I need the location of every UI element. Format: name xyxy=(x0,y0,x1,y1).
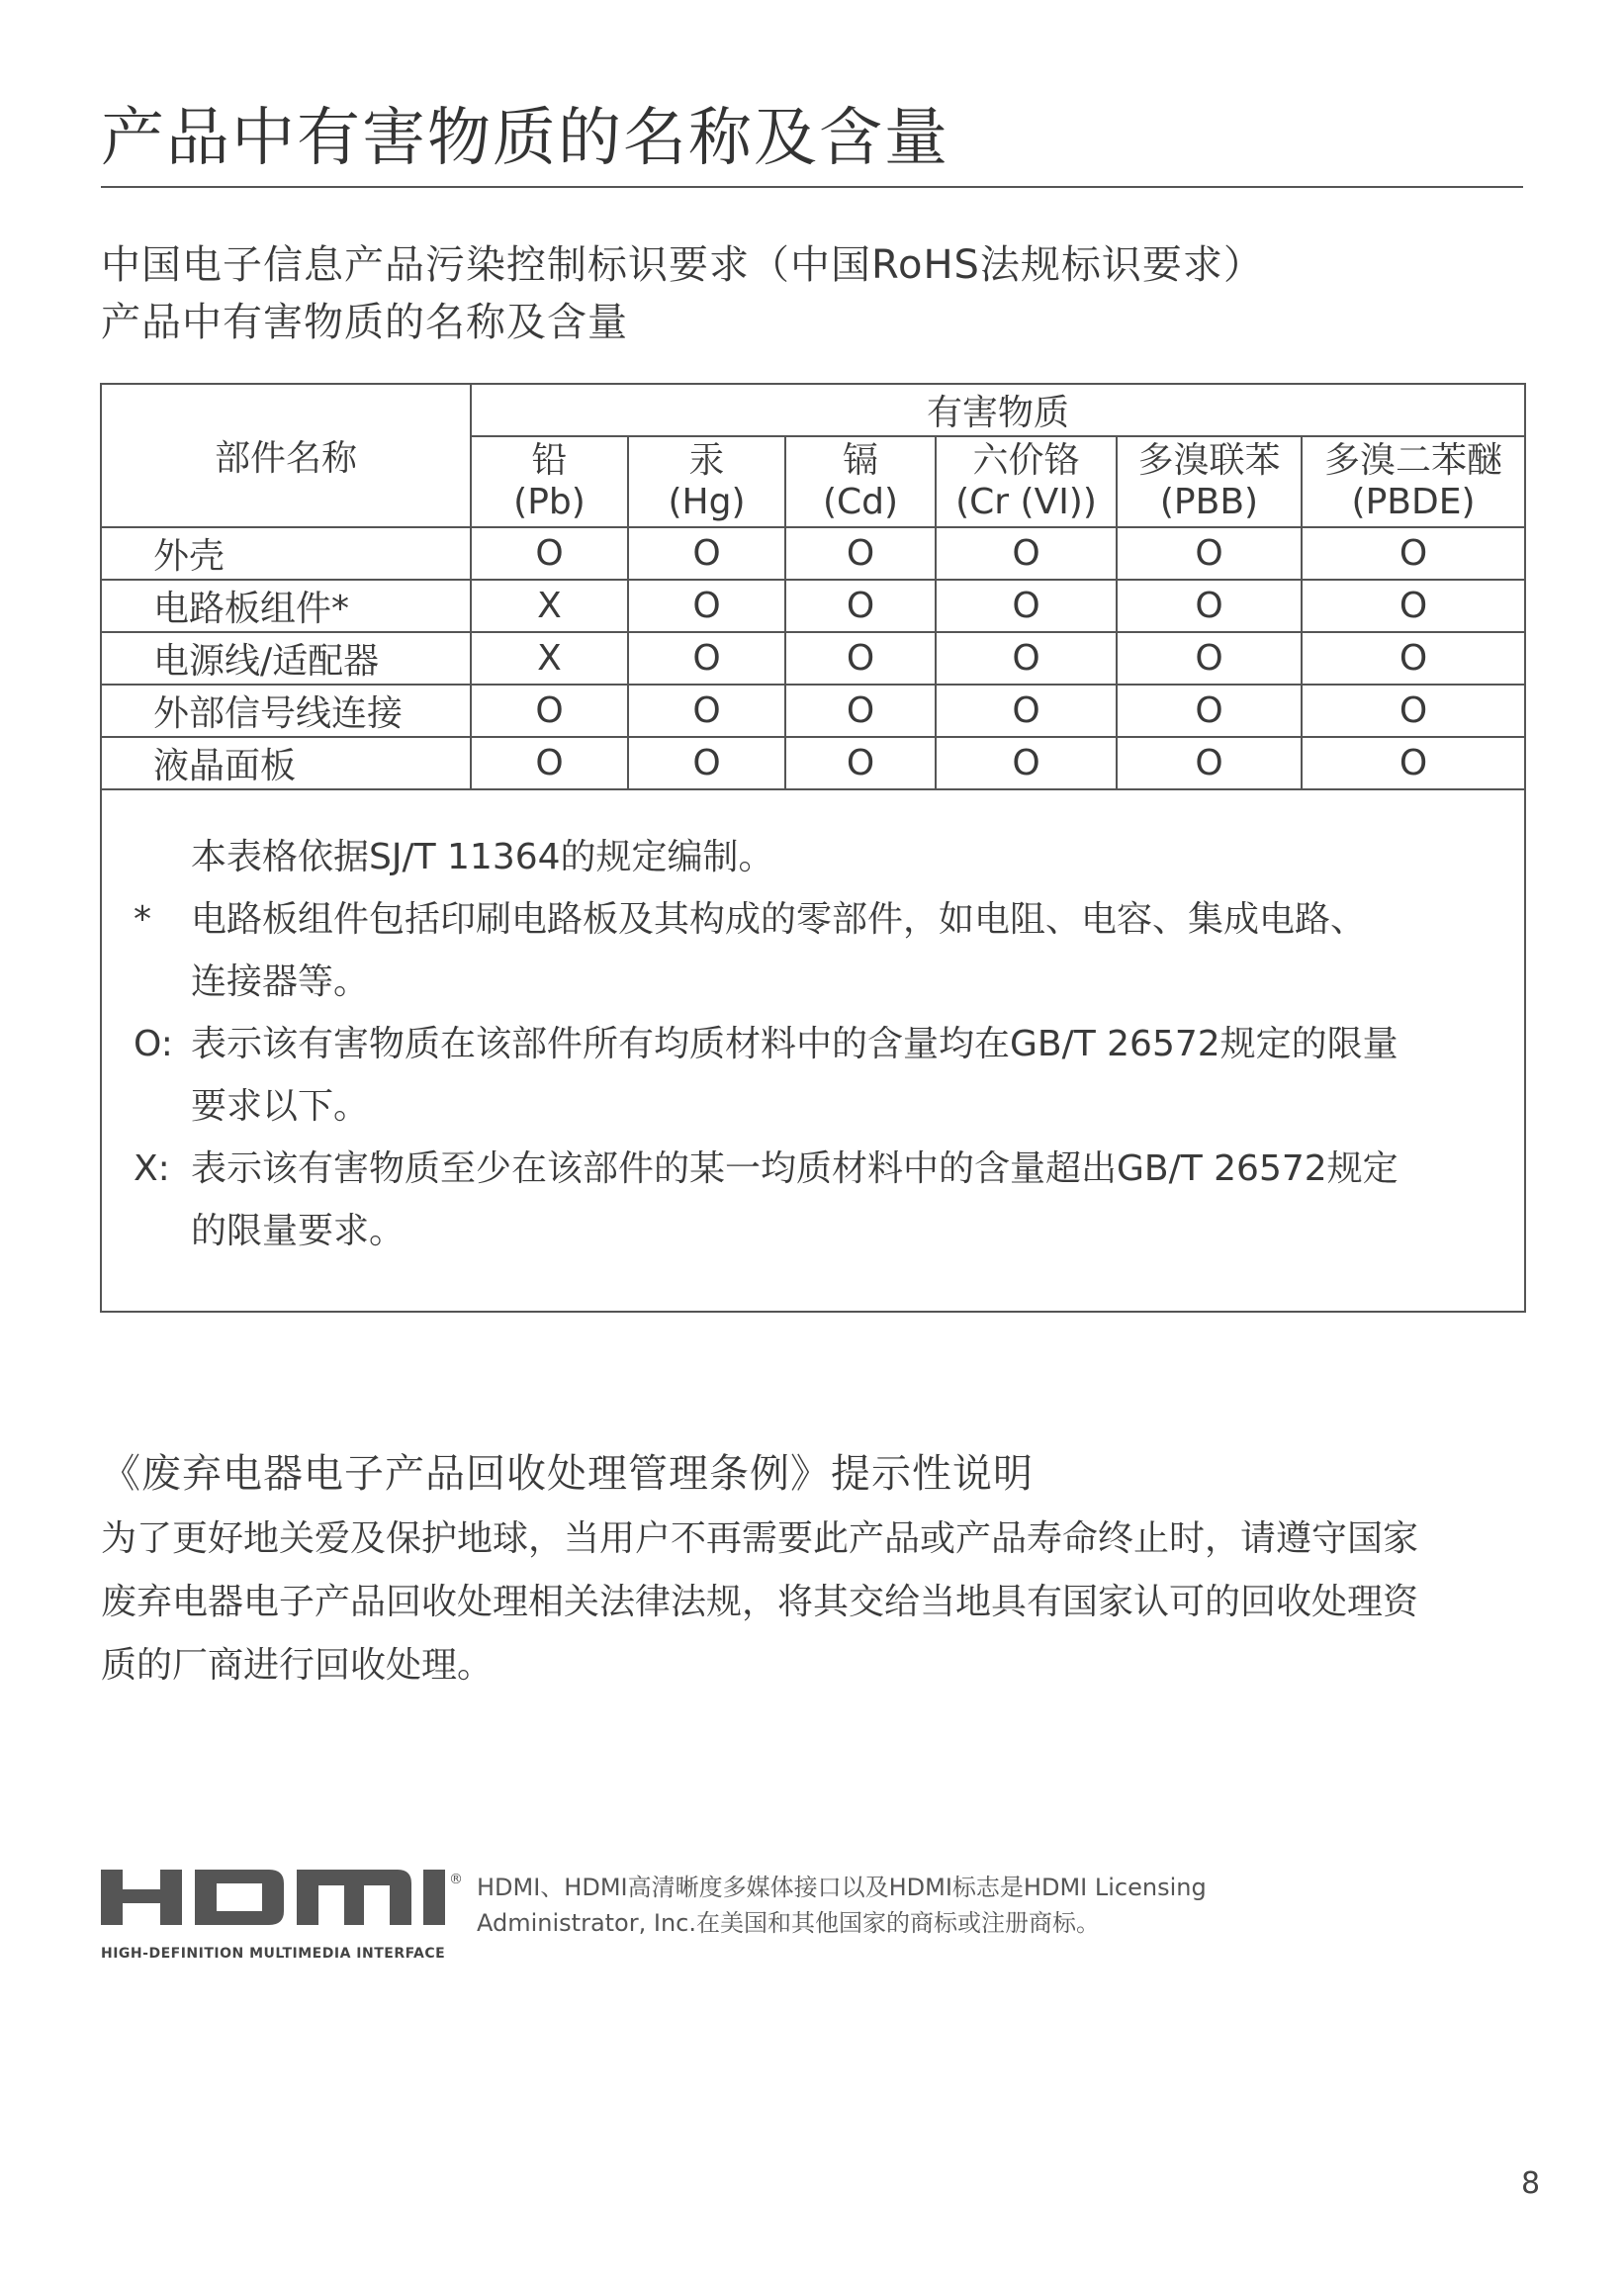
substance-name: 镉 xyxy=(842,440,878,481)
substance-header xyxy=(936,436,1117,527)
hdmi-notice-line2: Administrator, Inc.在美国和其他国家的商标或注册商标。 xyxy=(477,1909,1100,1937)
recycle-body-line: 质的厂商进行回收处理。 xyxy=(101,1645,494,1686)
table-row xyxy=(101,632,1525,685)
substance-header xyxy=(785,436,936,527)
note-text: 的限量要求。 xyxy=(191,1211,406,1251)
rohs-subtitle-line1: 中国电子信息产品污染控制标识要求（中国RoHS法规标识要求） xyxy=(101,242,1264,288)
note-marker: O: xyxy=(134,1024,173,1064)
substance-value-cell: O xyxy=(1302,737,1525,789)
table-row xyxy=(101,737,1525,789)
substance-value-cell: O xyxy=(936,527,1117,580)
note-text: 连接器等。 xyxy=(191,962,370,1002)
recycle-body-line: 废弃电器电子产品回收处理相关法律法规，将其交给当地具有国家认可的回收处理资 xyxy=(101,1582,1419,1622)
substance-header xyxy=(1117,436,1302,527)
substance-symbol: (PBDE) xyxy=(1351,482,1476,522)
substance-value-cell: O xyxy=(785,527,936,580)
hazardous-substance-header: 有害物质 xyxy=(471,384,1525,436)
substance-value-cell: O xyxy=(628,737,785,789)
substance-value-cell: O xyxy=(1117,737,1302,789)
substance-name: 六价铬 xyxy=(972,440,1080,481)
substance-value-cell: O xyxy=(936,685,1117,737)
substance-value-cell: O xyxy=(1302,685,1525,737)
note-text: 表示该有害物质在该部件所有均质材料中的含量均在GB/T 26572规定的限量 xyxy=(191,1024,1398,1064)
note-text: 本表格依据SJ/T 11364的规定编制。 xyxy=(191,837,774,877)
note-line xyxy=(102,951,1516,1013)
substance-symbol: (Pb) xyxy=(513,482,586,522)
hazardous-substance-table xyxy=(100,383,1526,1313)
substance-value-cell: O xyxy=(1302,527,1525,580)
hdmi-logo xyxy=(101,1870,463,1978)
substance-name: 汞 xyxy=(688,440,725,481)
rohs-subtitle-line2: 产品中有害物质的名称及含量 xyxy=(101,300,628,345)
recycle-regulation-title: 《废弃电器电子产品回收处理管理条例》提示性说明 xyxy=(101,1451,1034,1497)
part-name-cell: 液晶面板 xyxy=(101,737,471,789)
substance-value-cell: O xyxy=(471,737,628,789)
page-number: 8 xyxy=(1521,2166,1541,2201)
substance-symbol: (PBB) xyxy=(1159,482,1259,522)
substance-name: 多溴联苯 xyxy=(1137,440,1281,481)
part-name-cell: 外部信号线连接 xyxy=(101,685,471,737)
table-row xyxy=(101,685,1525,737)
table-row xyxy=(101,580,1525,632)
substance-symbol: (Cr (VI)) xyxy=(955,482,1097,522)
substance-value-cell: O xyxy=(936,580,1117,632)
substance-name: 铅 xyxy=(531,440,568,481)
substance-value-cell: O xyxy=(1117,527,1302,580)
part-name-header: 部件名称 xyxy=(101,384,471,527)
note-line xyxy=(102,888,1516,951)
title-divider xyxy=(101,186,1523,188)
substance-value-cell: O xyxy=(471,685,628,737)
note-line xyxy=(102,1075,1516,1138)
substance-value-cell: O xyxy=(628,632,785,685)
note-line xyxy=(102,1200,1516,1262)
substance-value-cell: X xyxy=(471,580,628,632)
substance-value-cell: O xyxy=(785,685,936,737)
note-line xyxy=(102,1138,1516,1200)
registered-mark: ® xyxy=(449,1872,463,1887)
substance-value-cell: O xyxy=(628,527,785,580)
substance-header xyxy=(1302,436,1525,527)
note-line xyxy=(102,826,1516,888)
part-name-cell: 电源线/适配器 xyxy=(101,632,471,685)
part-name-cell: 外壳 xyxy=(101,527,471,580)
note-marker: X: xyxy=(134,1148,170,1189)
note-marker: * xyxy=(134,899,151,940)
substance-value-cell: O xyxy=(1117,580,1302,632)
substance-value-cell: O xyxy=(628,685,785,737)
substance-value-cell: O xyxy=(936,632,1117,685)
hdmi-tagline: HIGH-DEFINITION MULTIMEDIA INTERFACE xyxy=(101,1946,446,1962)
substance-symbol: (Hg) xyxy=(668,482,746,522)
note-text: 表示该有害物质至少在该部件的某一均质材料中的含量超出GB/T 26572规定 xyxy=(191,1148,1398,1189)
substance-value-cell: O xyxy=(1302,632,1525,685)
substance-value-cell: O xyxy=(1302,580,1525,632)
substance-header xyxy=(628,436,785,527)
substance-value-cell: O xyxy=(785,737,936,789)
substance-value-cell: O xyxy=(785,632,936,685)
note-text: 电路板组件包括印刷电路板及其构成的零部件，如电阻、电容、集成电路、 xyxy=(191,899,1367,940)
page-title: 产品中有害物质的名称及含量 xyxy=(101,102,949,175)
substance-name: 多溴二苯醚 xyxy=(1324,440,1503,481)
substance-value-cell: O xyxy=(785,580,936,632)
note-text: 要求以下。 xyxy=(191,1086,370,1127)
substance-value-cell: X xyxy=(471,632,628,685)
table-notes xyxy=(101,789,1525,1312)
hdmi-trademark-notice xyxy=(477,1870,1207,1941)
recycle-body-line: 为了更好地关爱及保护地球，当用户不再需要此产品或产品寿命终止时，请遵守国家 xyxy=(101,1518,1419,1559)
part-name-cell: 电路板组件* xyxy=(101,580,471,632)
substance-symbol: (Cd) xyxy=(822,482,899,522)
substance-header xyxy=(471,436,628,527)
hdmi-notice-line1: HDMI、HDMI高清晰度多媒体接口以及HDMI标志是HDMI Licensing xyxy=(477,1874,1207,1901)
note-line xyxy=(102,1013,1516,1075)
substance-value-cell: O xyxy=(1117,685,1302,737)
substance-value-cell: O xyxy=(471,527,628,580)
substance-value-cell: O xyxy=(936,737,1117,789)
recycle-regulation-body xyxy=(101,1508,1525,1697)
substance-value-cell: O xyxy=(628,580,785,632)
table-row xyxy=(101,527,1525,580)
substance-value-cell: O xyxy=(1117,632,1302,685)
